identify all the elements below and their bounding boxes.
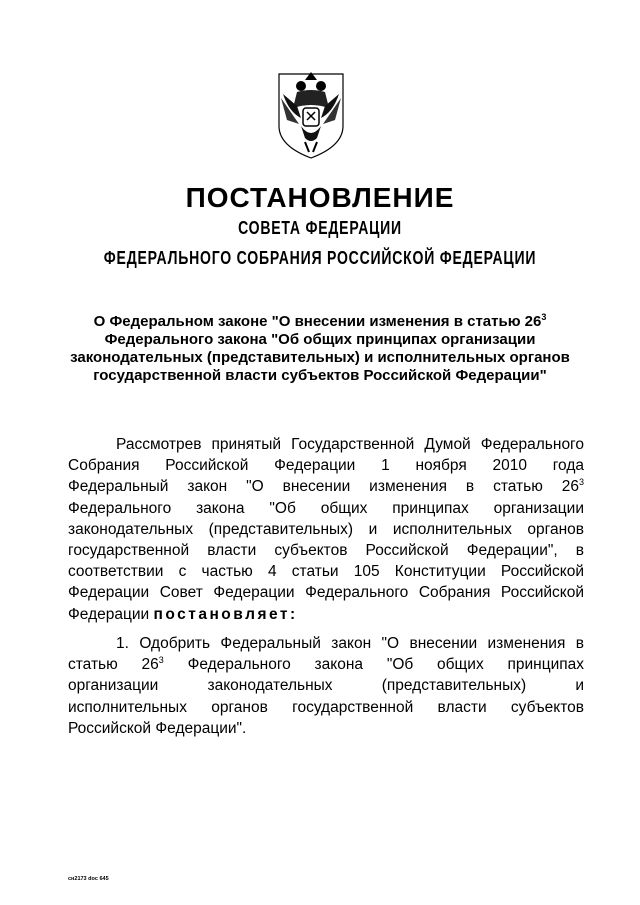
paragraph-line: Собрания Российской Федерации 1 ноября 2010 года [68, 457, 584, 475]
paragraph-line: Федеральный закон "О внесении изменения в статью $26^3$ [68, 477, 584, 496]
issuer-line-2: ФЕДЕРАЛЬНОГО СОБРАНИЯ РОССИЙСКОЙ ФЕДЕРАЦИИ [103, 248, 537, 268]
resolves-keyword: постановляет: [153, 605, 298, 623]
paragraph-line: 1. Одобрить Федеральный закон "О внесении изменения в [116, 635, 584, 652]
document-title: ПОСТАНОВЛЕНИЕ [185, 182, 455, 213]
body-paragraph-1 [68, 434, 584, 625]
body-paragraph-2 [68, 633, 584, 739]
russian-coat-of-arms-icon [271, 68, 351, 160]
paragraph-line: Рассмотрев принятый Государственной Думой Федерального [116, 436, 584, 453]
paragraph-line: Федерации постановляет: [68, 605, 298, 623]
paragraph-line: Федерального закона "Об общих принципах организации [68, 499, 584, 517]
paragraph-line: организации законодательных (представительных) и [68, 677, 584, 695]
paragraph-line: государственной власти субъектов Российской Федерации", в [68, 542, 584, 560]
resolution-subject [60, 313, 580, 385]
paragraph-line: соответствии с частью 4 статьи 105 Конституции Российской [68, 563, 584, 581]
subject-line-2: Федерального закона "Об общих принципах организации [104, 331, 536, 348]
paragraph-line: статью $26^3$ Федерального закона "Об общих принципах [68, 655, 584, 674]
subject-line-1: О Федеральном законе "О внесении изменения в статью $26^3$ [93, 312, 547, 330]
issuer-line-1: СОВЕТА ФЕДЕРАЦИИ [238, 218, 402, 238]
paragraph-line: законодательных (представительных) и исполнительных органов [68, 520, 584, 538]
document-code: сн2173 doc 645 [68, 876, 109, 882]
paragraph-line: Федерации Совет Федерации Федерального Собрания Российской [68, 584, 584, 602]
paragraph-line: исполнительных органов государственной власти субъектов [68, 698, 584, 716]
paragraph-line: Российской Федерации". [68, 719, 247, 737]
subject-line-4: государственной власти субъектов Российской Федерации" [93, 367, 547, 384]
subject-line-3: законодательных (представительных) и исполнительных органов [70, 349, 570, 366]
